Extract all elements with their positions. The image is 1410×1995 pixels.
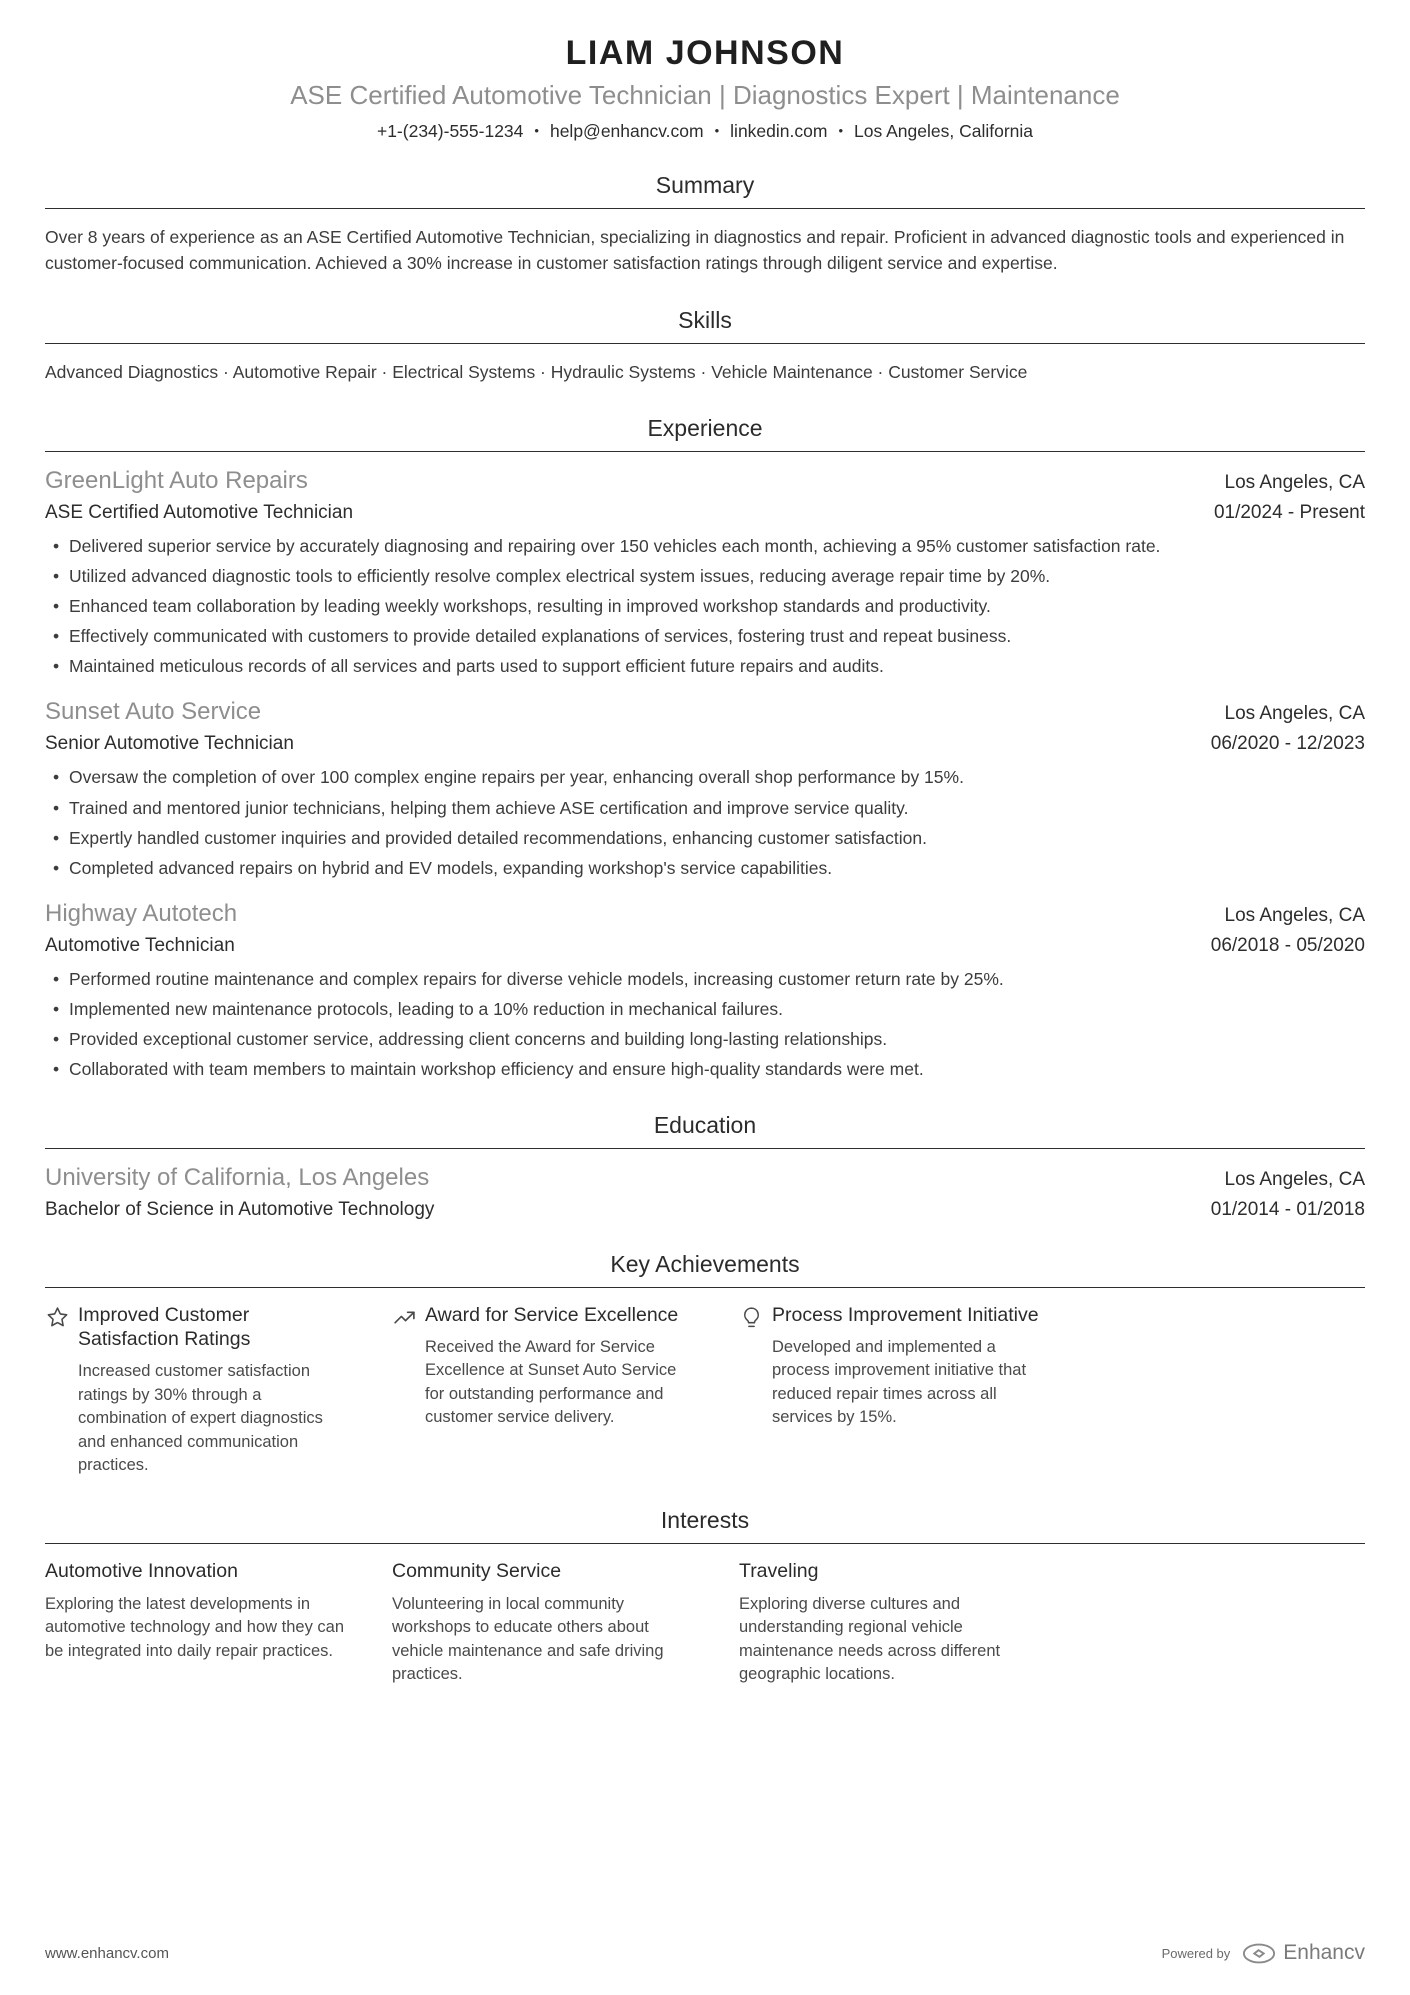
email-link[interactable]: help@enhancv.com <box>549 121 704 141</box>
job-title: Senior Automotive Technician <box>45 733 294 755</box>
bullet-item: • Expertly handled customer inquiries and provided detailed recommendations, enhancing customer satisfaction. <box>45 826 1365 850</box>
achievements-heading: Key Achievements <box>45 1251 1365 1288</box>
job-dates: 06/2020 - 12/2023 <box>1210 733 1365 755</box>
degree-name: Bachelor of Science in Automotive Technology <box>45 1198 435 1220</box>
interest-title: Automotive Innovation <box>45 1560 238 1583</box>
achievement-card <box>45 1303 352 1478</box>
education-entry <box>45 1164 1365 1221</box>
achievements-section <box>45 1251 1365 1478</box>
interest-title: Traveling <box>739 1560 819 1583</box>
interest-card <box>392 1559 699 1686</box>
bullet-item: • Utilized advanced diagnostic tools to efficiently resolve complex electrical system issues, reducing average repair time by 20%. <box>45 564 1365 588</box>
education-section <box>45 1112 1365 1221</box>
job-title: Automotive Technician <box>45 935 235 957</box>
job-title-row <box>45 726 1365 755</box>
job-location: Los Angeles, CA <box>1224 905 1365 927</box>
bullet-item: • Delivered superior service by accurately diagnosing and repairing over 150 vehicles each month, achieving a 95% customer satisfaction rate. <box>45 534 1365 558</box>
job-company-row <box>45 467 1365 495</box>
interest-card <box>739 1559 1046 1686</box>
star-icon <box>45 1303 78 1478</box>
summary-heading: Summary <box>45 172 1365 209</box>
interests-heading: Interests <box>45 1507 1365 1544</box>
job-dates: 01/2024 - Present <box>1213 501 1365 523</box>
skills-heading: Skills <box>45 307 1365 344</box>
school-name: University of California, Los Angeles <box>45 1163 430 1191</box>
interests-section <box>45 1507 1365 1686</box>
achievement-title: Award for Service Excellence <box>425 1303 679 1326</box>
job-location: Los Angeles, CA <box>1224 471 1365 493</box>
job-bullets <box>45 765 1365 880</box>
powered-by <box>1162 1941 1365 1965</box>
bullet-item: • Maintained meticulous records of all services and parts used to support efficient future repairs and audits. <box>45 654 1365 678</box>
job-title-row <box>45 928 1365 957</box>
bullet-item: • Trained and mentored junior technicians, helping them achieve ASE certification and improve service quality. <box>45 796 1365 820</box>
degree-row <box>45 1192 1365 1221</box>
achievement-title: Improved Customer Satisfaction Ratings <box>78 1303 251 1350</box>
enhancv-logo-mark <box>1242 1943 1276 1964</box>
summary-section <box>45 172 1365 277</box>
job-entry <box>45 900 1365 1082</box>
job-title: ASE Certified Automotive Technician <box>45 501 354 523</box>
achievement-text: Increased customer satisfaction ratings by 30% through a combination of expert diagnostics and enhanced communication practices. <box>78 1362 323 1475</box>
contact-separator: • <box>838 123 844 138</box>
skills-section <box>45 307 1365 385</box>
bullet-item: • Implemented new maintenance protocols, leading to a 10% reduction in mechanical failures. <box>45 997 1365 1021</box>
experience-heading: Experience <box>45 415 1365 452</box>
location-text: Los Angeles, California <box>854 121 1034 141</box>
interest-text: Exploring diverse cultures and understanding regional vehicle maintenance needs across different geographic locations. <box>739 1594 1001 1684</box>
interest-card <box>45 1559 352 1686</box>
interest-text: Exploring the latest developments in automotive technology and how they can be integrated into daily repair practices. <box>45 1594 345 1660</box>
contact-separator: • <box>534 123 539 138</box>
achievement-text: Received the Award for Service Excellence at Sunset Auto Service for outstanding performance and customer service delivery. <box>425 1337 677 1427</box>
achievement-body <box>425 1303 699 1478</box>
lightbulb-icon <box>739 1303 772 1478</box>
job-company-row <box>45 698 1365 726</box>
job-location: Los Angeles, CA <box>1224 703 1365 725</box>
education-dates: 01/2014 - 01/2018 <box>1210 1198 1365 1220</box>
linkedin-link[interactable]: linkedin.com <box>730 121 828 141</box>
achievement-body <box>772 1303 1046 1478</box>
job-bullets <box>45 534 1365 679</box>
job-entry <box>45 467 1365 679</box>
bullet-item: • Oversaw the completion of over 100 complex engine repairs per year, enhancing overall shop performance by 15%. <box>45 765 1365 789</box>
achievement-body <box>78 1303 352 1478</box>
company-name: GreenLight Auto Repairs <box>45 466 308 494</box>
candidate-name: LIAM JOHNSON <box>565 34 845 72</box>
brand-name: Enhancv <box>1283 1941 1365 1964</box>
interests-grid <box>45 1559 1365 1686</box>
bullet-item: • Enhanced team collaboration by leading weekly workshops, resulting in improved workshop standards and productivity. <box>45 594 1365 618</box>
bullet-item: • Effectively communicated with customers to provide detailed explanations of services, fostering trust and repeat business. <box>45 624 1365 648</box>
powered-by-label: Powered by <box>1161 1945 1231 1961</box>
interest-text: Volunteering in local community workshops to educate others about vehicle maintenance and safe driving practices. <box>392 1594 664 1684</box>
contact-line <box>45 121 1365 142</box>
candidate-headline: ASE Certified Automotive Technician | Diagnostics Expert | Maintenance <box>290 80 1120 110</box>
achievement-card <box>739 1303 1046 1478</box>
education-heading: Education <box>45 1112 1365 1149</box>
job-entry <box>45 698 1365 880</box>
interest-title: Community Service <box>392 1560 562 1583</box>
skills-list: Advanced Diagnostics · Automotive Repair · Electrical Systems · Hydraulic Systems · Vehicle Maintenance · Customer Service <box>45 361 1028 382</box>
trending-up-icon <box>392 1303 425 1478</box>
contact-separator: • <box>714 123 720 138</box>
website-link[interactable]: www.enhancv.com <box>45 1944 169 1962</box>
resume-header <box>45 34 1365 142</box>
job-title-row <box>45 495 1365 524</box>
company-name: Highway Autotech <box>45 900 238 928</box>
bullet-item: • Provided exceptional customer service, addressing client concerns and building long-lasting relationships. <box>45 1027 1365 1051</box>
achievement-title: Process Improvement Initiative <box>772 1303 1039 1326</box>
school-location: Los Angeles, CA <box>1224 1168 1365 1190</box>
achievement-card <box>392 1303 699 1478</box>
page-footer <box>45 1941 1365 1965</box>
bullet-item: • Completed advanced repairs on hybrid and EV models, expanding workshop's service capabilities. <box>45 856 1365 880</box>
experience-section <box>45 415 1365 1082</box>
enhancv-logo[interactable] <box>1242 1941 1365 1965</box>
job-company-row <box>45 900 1365 928</box>
school-row <box>45 1164 1365 1192</box>
company-name: Sunset Auto Service <box>45 698 262 726</box>
summary-text: Over 8 years of experience as an ASE Certified Automotive Technician, specializing in diagnostics and repair. Proficient in advanced diagnostic tools and experienced in customer-focused communication. Achieved a 30% increase in customer satisfaction ratings through diligent service and expertise. <box>45 227 1345 274</box>
achievements-grid <box>45 1303 1365 1478</box>
achievement-text: Developed and implemented a process improvement initiative that reduced repair times across all services by 15%. <box>772 1337 1027 1427</box>
job-bullets <box>45 967 1365 1082</box>
bullet-item: • Performed routine maintenance and complex repairs for diverse vehicle models, increasing customer return rate by 25%. <box>45 967 1365 991</box>
job-dates: 06/2018 - 05/2020 <box>1210 935 1365 957</box>
bullet-item: • Collaborated with team members to maintain workshop efficiency and ensure high-quality standards were met. <box>45 1057 1365 1081</box>
phone-number: +1-(234)-555-1234 <box>376 121 524 141</box>
